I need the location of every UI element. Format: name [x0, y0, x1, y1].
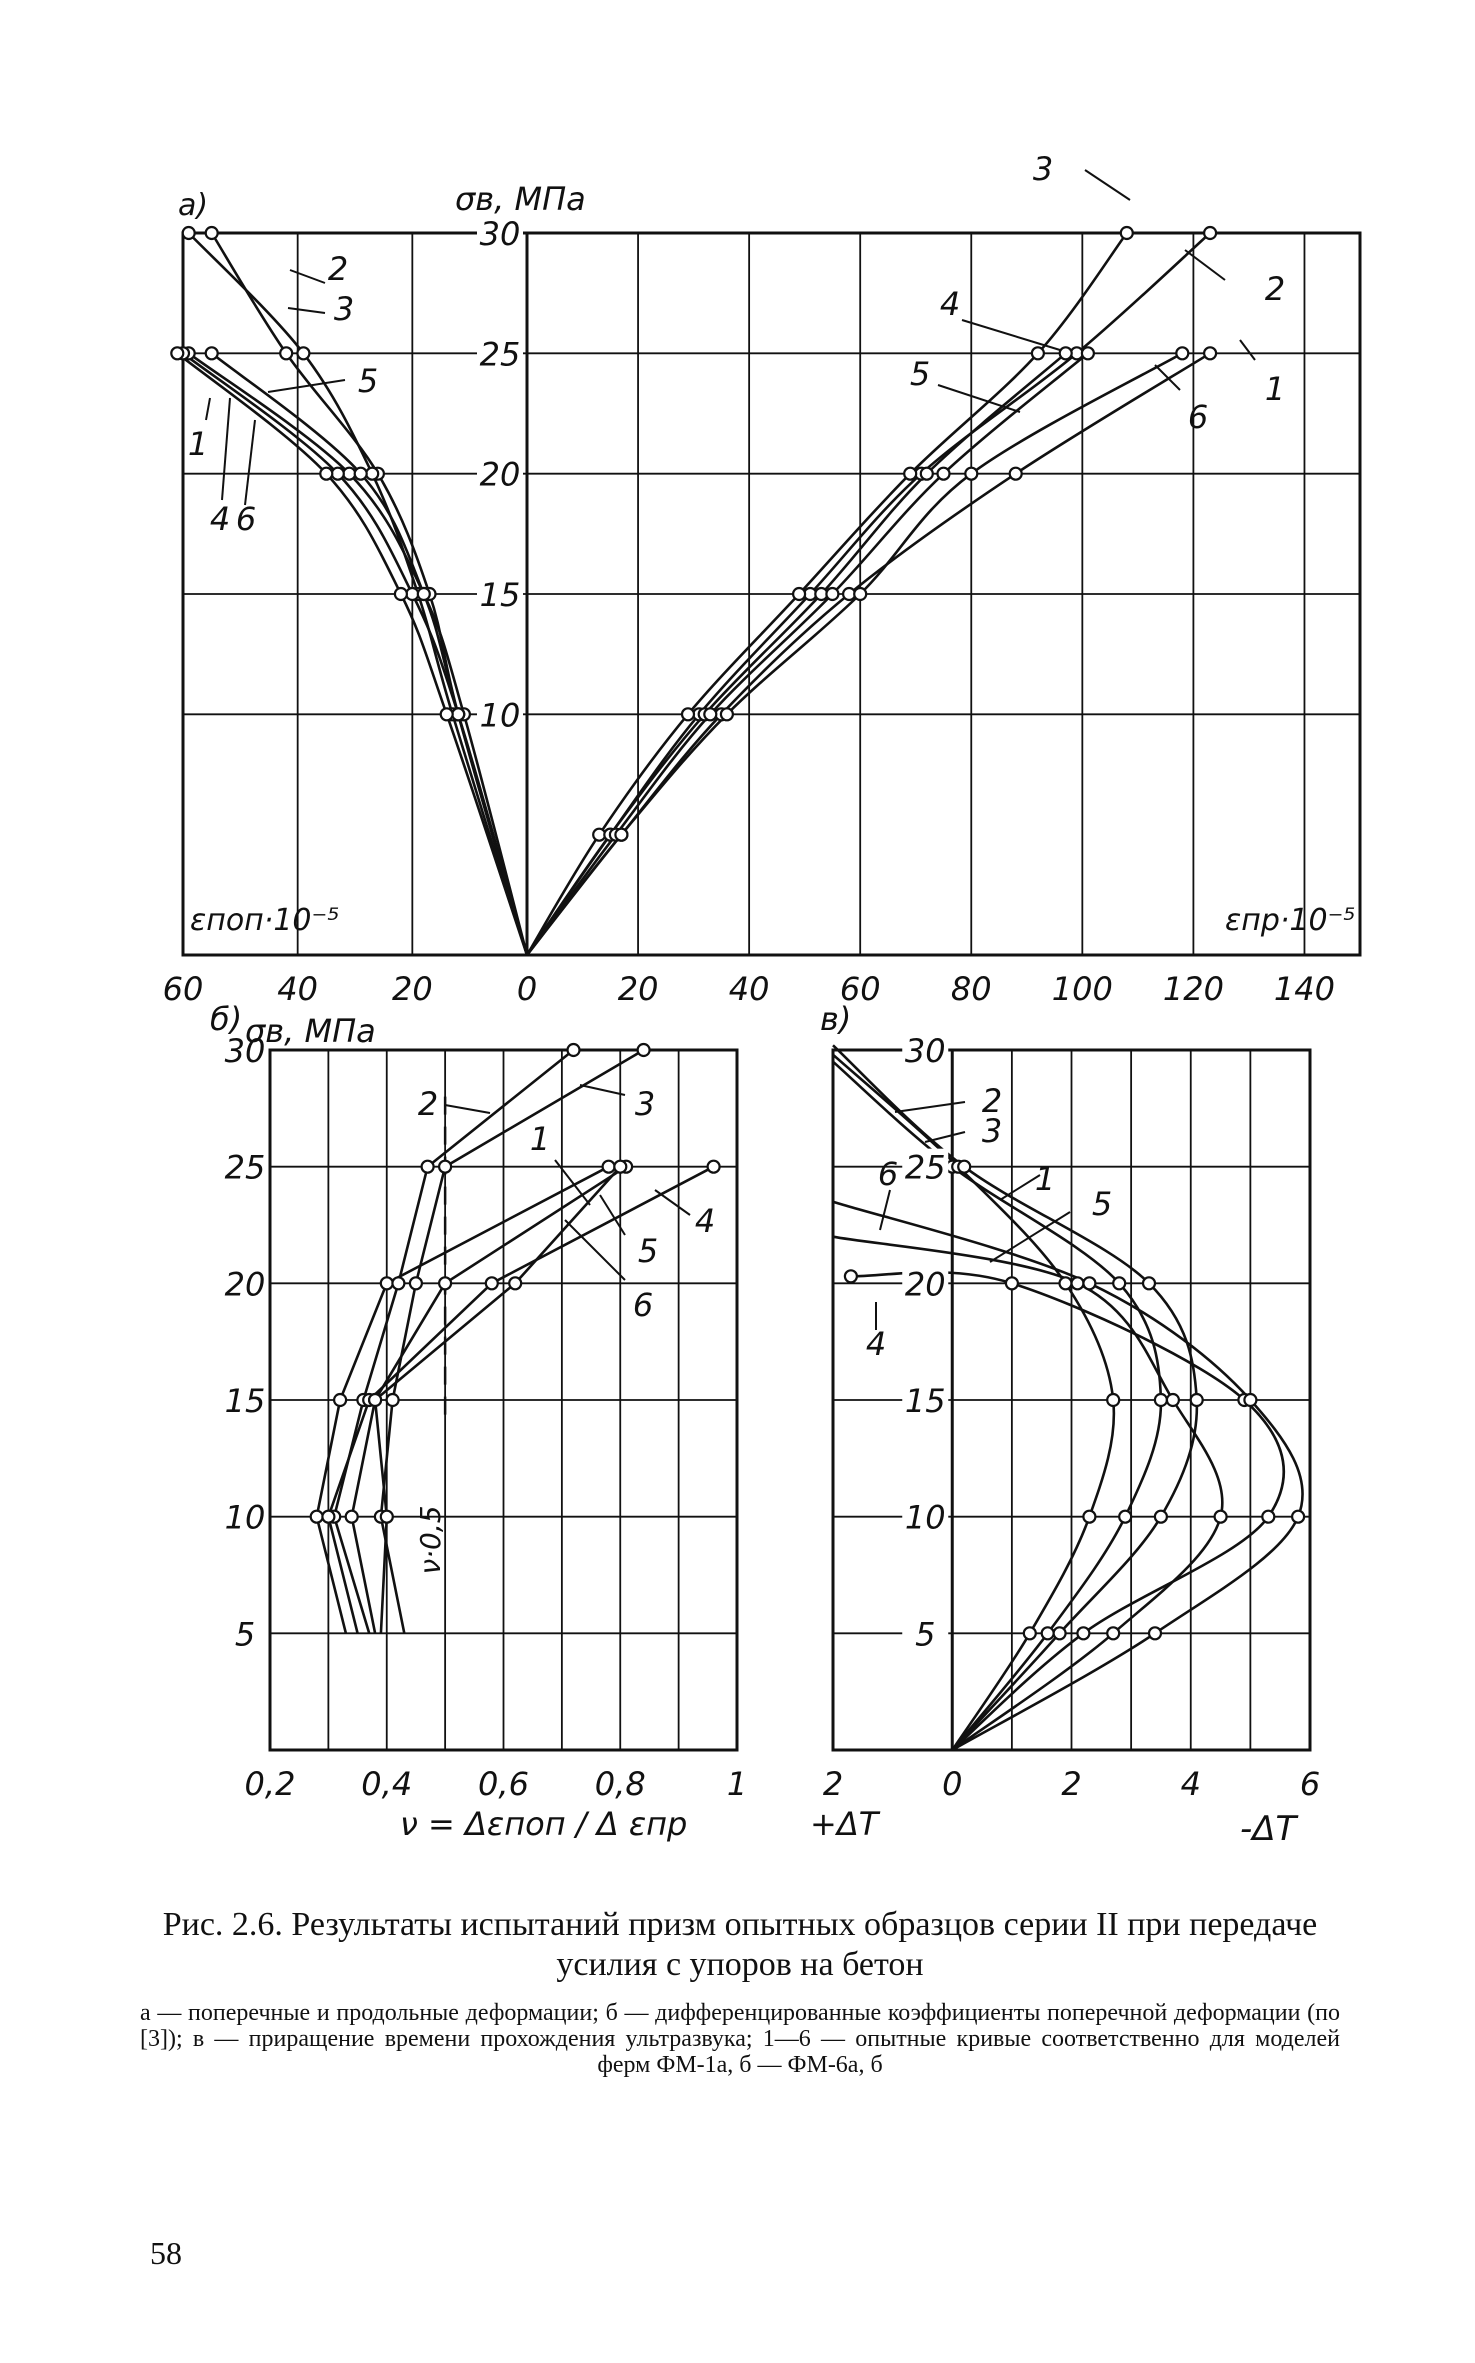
data-point-c-2: [1024, 1627, 1036, 1639]
series-label: 4: [209, 500, 231, 538]
y-tick-label: 30: [224, 1032, 266, 1070]
data-point-a-right-6: [615, 829, 627, 841]
left-x-tick-label: 20: [391, 970, 433, 1008]
series-label: 4: [939, 285, 961, 323]
y-tick-label: 20: [224, 1265, 266, 1304]
panel-b-y-label: σв, МПа: [245, 1012, 376, 1050]
data-point-c-4: [845, 1270, 857, 1282]
series-line-a-left-5: [209, 353, 527, 955]
data-point-c-1: [1119, 1511, 1131, 1523]
series-line-a-right-5: [527, 353, 1088, 955]
series-line-a-right-6: [527, 353, 1182, 955]
series-label: 5: [637, 1232, 659, 1270]
x-tick-label: 2: [822, 1765, 844, 1803]
data-point-a-right-6: [854, 588, 866, 600]
data-point-b-6: [381, 1511, 393, 1523]
data-point-c-6: [1292, 1511, 1304, 1523]
data-point-c-1: [1113, 1277, 1125, 1289]
right-x-tick-label: 80: [950, 970, 992, 1008]
data-point-b-1: [334, 1394, 346, 1406]
data-point-b-2: [422, 1161, 434, 1173]
y-tick-label: 15: [479, 576, 521, 614]
x-tick-label: 0,6: [478, 1765, 529, 1803]
data-point-a-left-2: [280, 347, 292, 359]
label-leader: [245, 420, 255, 505]
series-label: 4: [694, 1202, 716, 1240]
right-x-tick-label: 140: [1273, 970, 1336, 1008]
data-point-a-right-3: [1032, 347, 1044, 359]
data-point-c-5: [1107, 1627, 1119, 1639]
data-point-a-left-2: [206, 227, 218, 239]
left-x-tick-label: 60: [162, 970, 204, 1008]
data-point-a-left-3: [366, 468, 378, 480]
data-point-a-right-5: [938, 468, 950, 480]
data-point-b-4: [322, 1511, 334, 1523]
left-x-tick-label: 0: [516, 970, 538, 1008]
data-point-b-3: [410, 1277, 422, 1289]
series-label: 2: [1264, 270, 1286, 308]
label-leader: [290, 270, 325, 283]
data-point-a-right-5: [1082, 347, 1094, 359]
label-leader: [1085, 170, 1130, 200]
series-label: 2: [417, 1085, 439, 1123]
data-point-c-3: [958, 1161, 970, 1173]
label-leader: [990, 1212, 1070, 1262]
data-point-c-5: [1215, 1511, 1227, 1523]
data-point-b-5: [346, 1511, 358, 1523]
data-point-c-4: [1006, 1277, 1018, 1289]
data-point-c-2: [1107, 1394, 1119, 1406]
data-point-a-right-6: [721, 708, 733, 720]
y-tick-label: 10: [224, 1498, 266, 1537]
data-point-a-left-3: [183, 227, 195, 239]
series-label: 3: [981, 1112, 1003, 1150]
series-label: 1: [1034, 1160, 1056, 1198]
y-tick-label: 25: [479, 335, 521, 374]
figure-caption-body: а — поперечные и продольные деформации; б — дифференцированные коэффициенты поперечной деформации (по [3]); в — приращение времени прохождения ультразвука; 1—6 — опытные кривые соответственно для моделей ферм ФМ-1а, б — ФМ-6а, б: [140, 2000, 1340, 2078]
x-tick-label: 0,4: [361, 1765, 413, 1803]
x-tick-label: 1: [726, 1765, 748, 1803]
label-leader: [288, 308, 325, 313]
data-point-b-1: [311, 1511, 323, 1523]
data-point-a-right-1: [1010, 468, 1022, 480]
y-tick-label: 5: [915, 1615, 936, 1654]
y-tick-label: 25: [904, 1148, 946, 1187]
series-line-c-3: [833, 1045, 1197, 1750]
data-point-a-right-3: [904, 468, 916, 480]
label-leader: [925, 1132, 965, 1142]
data-point-c-3: [1054, 1627, 1066, 1639]
data-point-a-right-3: [793, 588, 805, 600]
series-label: 5: [909, 355, 931, 393]
series-label: 4: [865, 1325, 887, 1363]
data-point-c-2: [1083, 1511, 1095, 1523]
panel-b-poisson: [210, 1000, 747, 1843]
data-point-b-1: [381, 1277, 393, 1289]
data-point-c-6: [1083, 1277, 1095, 1289]
data-point-a-right-3: [682, 708, 694, 720]
series-label: 6: [1187, 398, 1209, 436]
data-point-a-left-5: [355, 468, 367, 480]
data-point-a-left-6: [171, 347, 183, 359]
data-point-c-2: [1060, 1277, 1072, 1289]
data-point-b-2: [568, 1044, 580, 1056]
data-point-a-right-4: [921, 468, 933, 480]
data-point-a-right-5: [704, 708, 716, 720]
data-point-b-6: [509, 1277, 521, 1289]
data-point-c-3: [1143, 1277, 1155, 1289]
panel-c-label: в): [820, 1000, 852, 1038]
y-tick-label: 30: [904, 1032, 946, 1070]
x-tick-label: 0,8: [594, 1765, 646, 1803]
series-label: 1: [1264, 370, 1286, 408]
series-label: 3: [1032, 150, 1054, 188]
series-label: 2: [327, 250, 349, 288]
panel-a-y-label: σв, МПа: [455, 180, 586, 218]
series-line-a-right-1: [527, 353, 1210, 955]
data-point-c-5: [1072, 1277, 1084, 1289]
data-point-c-4: [1077, 1627, 1089, 1639]
data-point-a-left-6: [441, 708, 453, 720]
panel-a-right-x-label: εпр·10⁻⁵: [1225, 903, 1356, 938]
right-x-tick-label: 100: [1051, 970, 1113, 1008]
x-tick-label: 0,2: [244, 1765, 296, 1803]
series-label: 5: [1091, 1185, 1113, 1223]
label-leader: [655, 1190, 690, 1215]
data-point-a-left-1: [343, 468, 355, 480]
x-tick-label: 6: [1299, 1765, 1321, 1803]
data-point-b-5: [439, 1277, 451, 1289]
data-point-c-4: [1262, 1511, 1274, 1523]
series-label: 5: [357, 362, 379, 400]
data-point-b-4: [708, 1161, 720, 1173]
series-line-a-right-4: [527, 353, 1066, 955]
label-leader: [580, 1085, 625, 1095]
page-number: 58: [150, 2235, 182, 2271]
series-label: 3: [333, 290, 355, 328]
data-point-a-right-6: [965, 468, 977, 480]
data-point-a-left-5: [452, 708, 464, 720]
y-tick-label: 10: [904, 1498, 946, 1537]
panel-a-label: a): [178, 188, 209, 223]
data-point-a-right-6: [1176, 347, 1188, 359]
data-point-c-3: [1155, 1511, 1167, 1523]
data-point-c-6: [1244, 1394, 1256, 1406]
panel-c-x-label-right: -ΔT: [1240, 1809, 1297, 1849]
panel-a-left-x-label: εпоп·10⁻⁵: [190, 903, 340, 938]
data-point-b-3: [387, 1394, 399, 1406]
data-point-c-6: [1149, 1627, 1161, 1639]
y-tick-label: 20: [904, 1265, 946, 1304]
x-tick-label: 2: [1061, 1765, 1082, 1803]
figure-caption-title: Рис. 2.6. Результаты испытаний призм опытных образцов серии II при передаче усилия с упоров на бетон: [162, 1906, 1318, 1983]
data-point-a-right-2: [1204, 227, 1216, 239]
data-point-b-6: [369, 1394, 381, 1406]
series-line-a-left-6: [177, 353, 527, 955]
data-point-c-1: [1042, 1627, 1054, 1639]
y-tick-label: 25: [224, 1148, 266, 1187]
data-point-c-3: [1191, 1394, 1203, 1406]
series-line-a-left-4: [183, 353, 527, 955]
data-point-a-left-4: [406, 588, 418, 600]
data-point-a-right-4: [1060, 347, 1072, 359]
series-label: 3: [634, 1085, 656, 1123]
data-point-c-5: [1167, 1394, 1179, 1406]
label-leader: [445, 1105, 490, 1113]
label-leader: [962, 320, 1060, 350]
x-tick-label: 4: [1180, 1765, 1201, 1803]
reference-label: ν·0,5: [414, 1505, 448, 1575]
data-point-a-left-5: [206, 347, 218, 359]
label-leader: [206, 398, 210, 420]
right-x-tick-label: 60: [839, 970, 881, 1008]
label-leader: [895, 1102, 965, 1112]
data-point-a-right-3: [1121, 227, 1133, 239]
right-x-tick-label: 20: [617, 970, 659, 1008]
y-tick-label: 30: [479, 215, 521, 253]
series-label: 6: [632, 1286, 654, 1324]
series-line-c-5: [833, 1237, 1222, 1750]
right-x-tick-label: 120: [1162, 970, 1224, 1008]
data-point-a-left-4: [332, 468, 344, 480]
data-point-b-6: [614, 1161, 626, 1173]
series-label: 1: [187, 425, 209, 463]
series-label: 6: [877, 1155, 899, 1193]
y-tick-label: 15: [224, 1382, 266, 1420]
label-leader: [1155, 365, 1180, 390]
data-point-a-right-5: [826, 588, 838, 600]
label-leader: [880, 1190, 890, 1230]
data-point-b-1: [603, 1161, 615, 1173]
y-tick-label: 10: [479, 696, 521, 735]
data-point-b-3: [439, 1161, 451, 1173]
left-x-tick-label: 40: [277, 970, 319, 1008]
right-x-tick-label: 40: [728, 970, 770, 1008]
label-leader: [222, 398, 230, 500]
data-point-b-4: [486, 1277, 498, 1289]
data-point-a-left-6: [320, 468, 332, 480]
data-point-a-left-3: [297, 347, 309, 359]
panel-c-ultrasound: [810, 1000, 1320, 1849]
data-point-c-1: [1155, 1394, 1167, 1406]
label-leader: [938, 385, 1020, 412]
y-tick-label: 5: [234, 1615, 256, 1654]
y-tick-label: 20: [479, 455, 521, 494]
label-leader: [1240, 340, 1255, 360]
panel-c-x-label-left: +ΔT: [810, 1805, 879, 1843]
series-label: 1: [529, 1120, 551, 1158]
label-leader: [1185, 250, 1225, 280]
data-point-b-3: [638, 1044, 650, 1056]
panel-b-x-label: ν = Δεпоп / Δ εпр: [400, 1805, 688, 1843]
data-point-a-right-1: [1204, 347, 1216, 359]
data-point-b-2: [392, 1277, 404, 1289]
series-label: 2: [981, 1082, 1003, 1120]
panel-b-label: б): [210, 1000, 243, 1038]
y-tick-label: 15: [904, 1382, 946, 1420]
data-point-a-left-6: [395, 588, 407, 600]
series-label: 6: [235, 500, 257, 538]
data-point-a-left-5: [418, 588, 430, 600]
x-tick-label: 0: [942, 1765, 963, 1803]
